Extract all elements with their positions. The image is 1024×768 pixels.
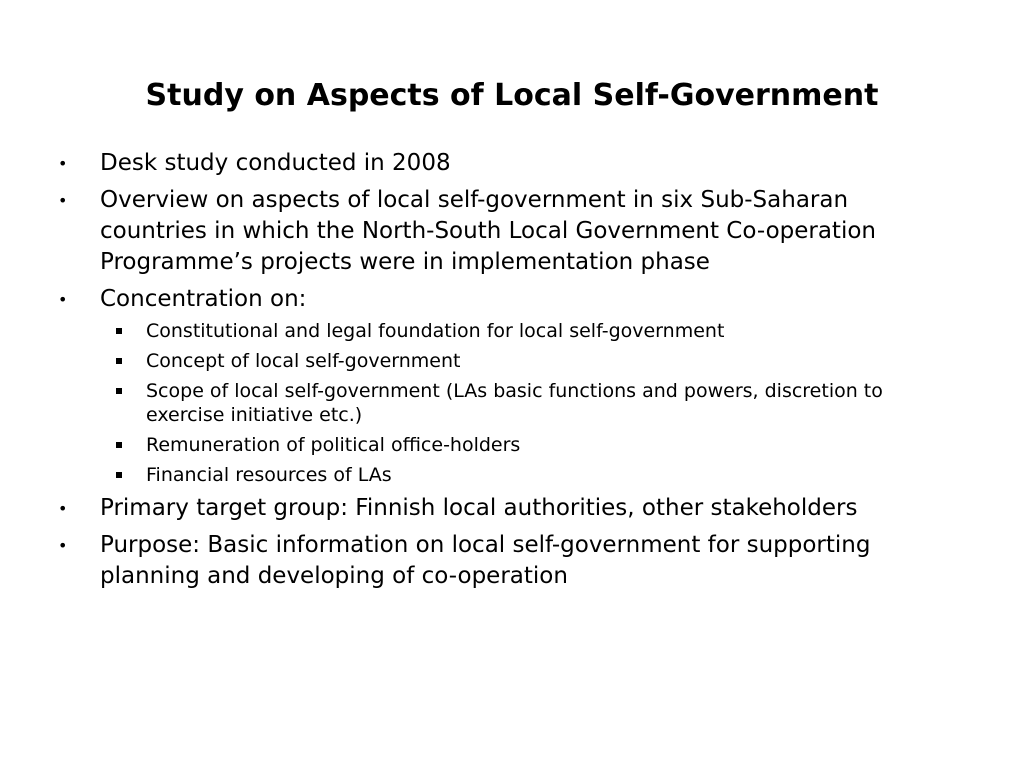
square-bullet-icon [116, 472, 122, 478]
bullet-marker: • [58, 154, 68, 173]
sub-bullet-concept [102, 349, 958, 373]
square-bullet-icon [116, 388, 122, 394]
bullet-list [58, 148, 958, 598]
sub-bullet-text: Constitutional and legal foundation for local self-government [146, 320, 725, 342]
bullet-item-target-group [58, 493, 958, 524]
bullet-item-purpose [58, 530, 958, 592]
sub-bullet-text: Scope of local self-government (LAs basic functions and powers, discretion to exercise initiative etc.) [146, 380, 883, 426]
sub-bullet-list [102, 319, 958, 487]
sub-bullet-constitutional [102, 319, 958, 343]
sub-bullet-text: Remuneration of political office-holders [146, 434, 521, 456]
sub-bullet-text: Financial resources of LAs [146, 464, 392, 486]
slide-title: Study on Aspects of Local Self-Government [145, 78, 879, 113]
bullet-text: Primary target group: Finnish local authorities, other stakeholders [100, 495, 858, 521]
square-bullet-icon [116, 328, 122, 334]
bullet-text: Concentration on: [100, 286, 307, 312]
sub-bullet-remuneration [102, 433, 958, 457]
sub-bullet-scope [102, 379, 958, 427]
bullet-item-concentration [58, 284, 958, 487]
bullet-text: Desk study conducted in 2008 [100, 150, 451, 176]
bullet-marker: • [58, 499, 68, 518]
square-bullet-icon [116, 358, 122, 364]
bullet-item-overview [58, 185, 958, 278]
bullet-marker: • [58, 191, 68, 210]
sub-bullet-text: Concept of local self-government [146, 350, 461, 372]
bullet-marker: • [58, 290, 68, 309]
sub-bullet-financial [102, 463, 958, 487]
bullet-text: Overview on aspects of local self-government in six Sub-Saharan countries in which the North-South Local Government Co-operation Programme’s projects were in implementation phase [100, 187, 876, 275]
bullet-item-desk-study [58, 148, 958, 179]
bullet-text: Purpose: Basic information on local self-government for supporting planning and developing of co-operation [100, 532, 871, 589]
square-bullet-icon [116, 442, 122, 448]
bullet-marker: • [58, 536, 68, 555]
